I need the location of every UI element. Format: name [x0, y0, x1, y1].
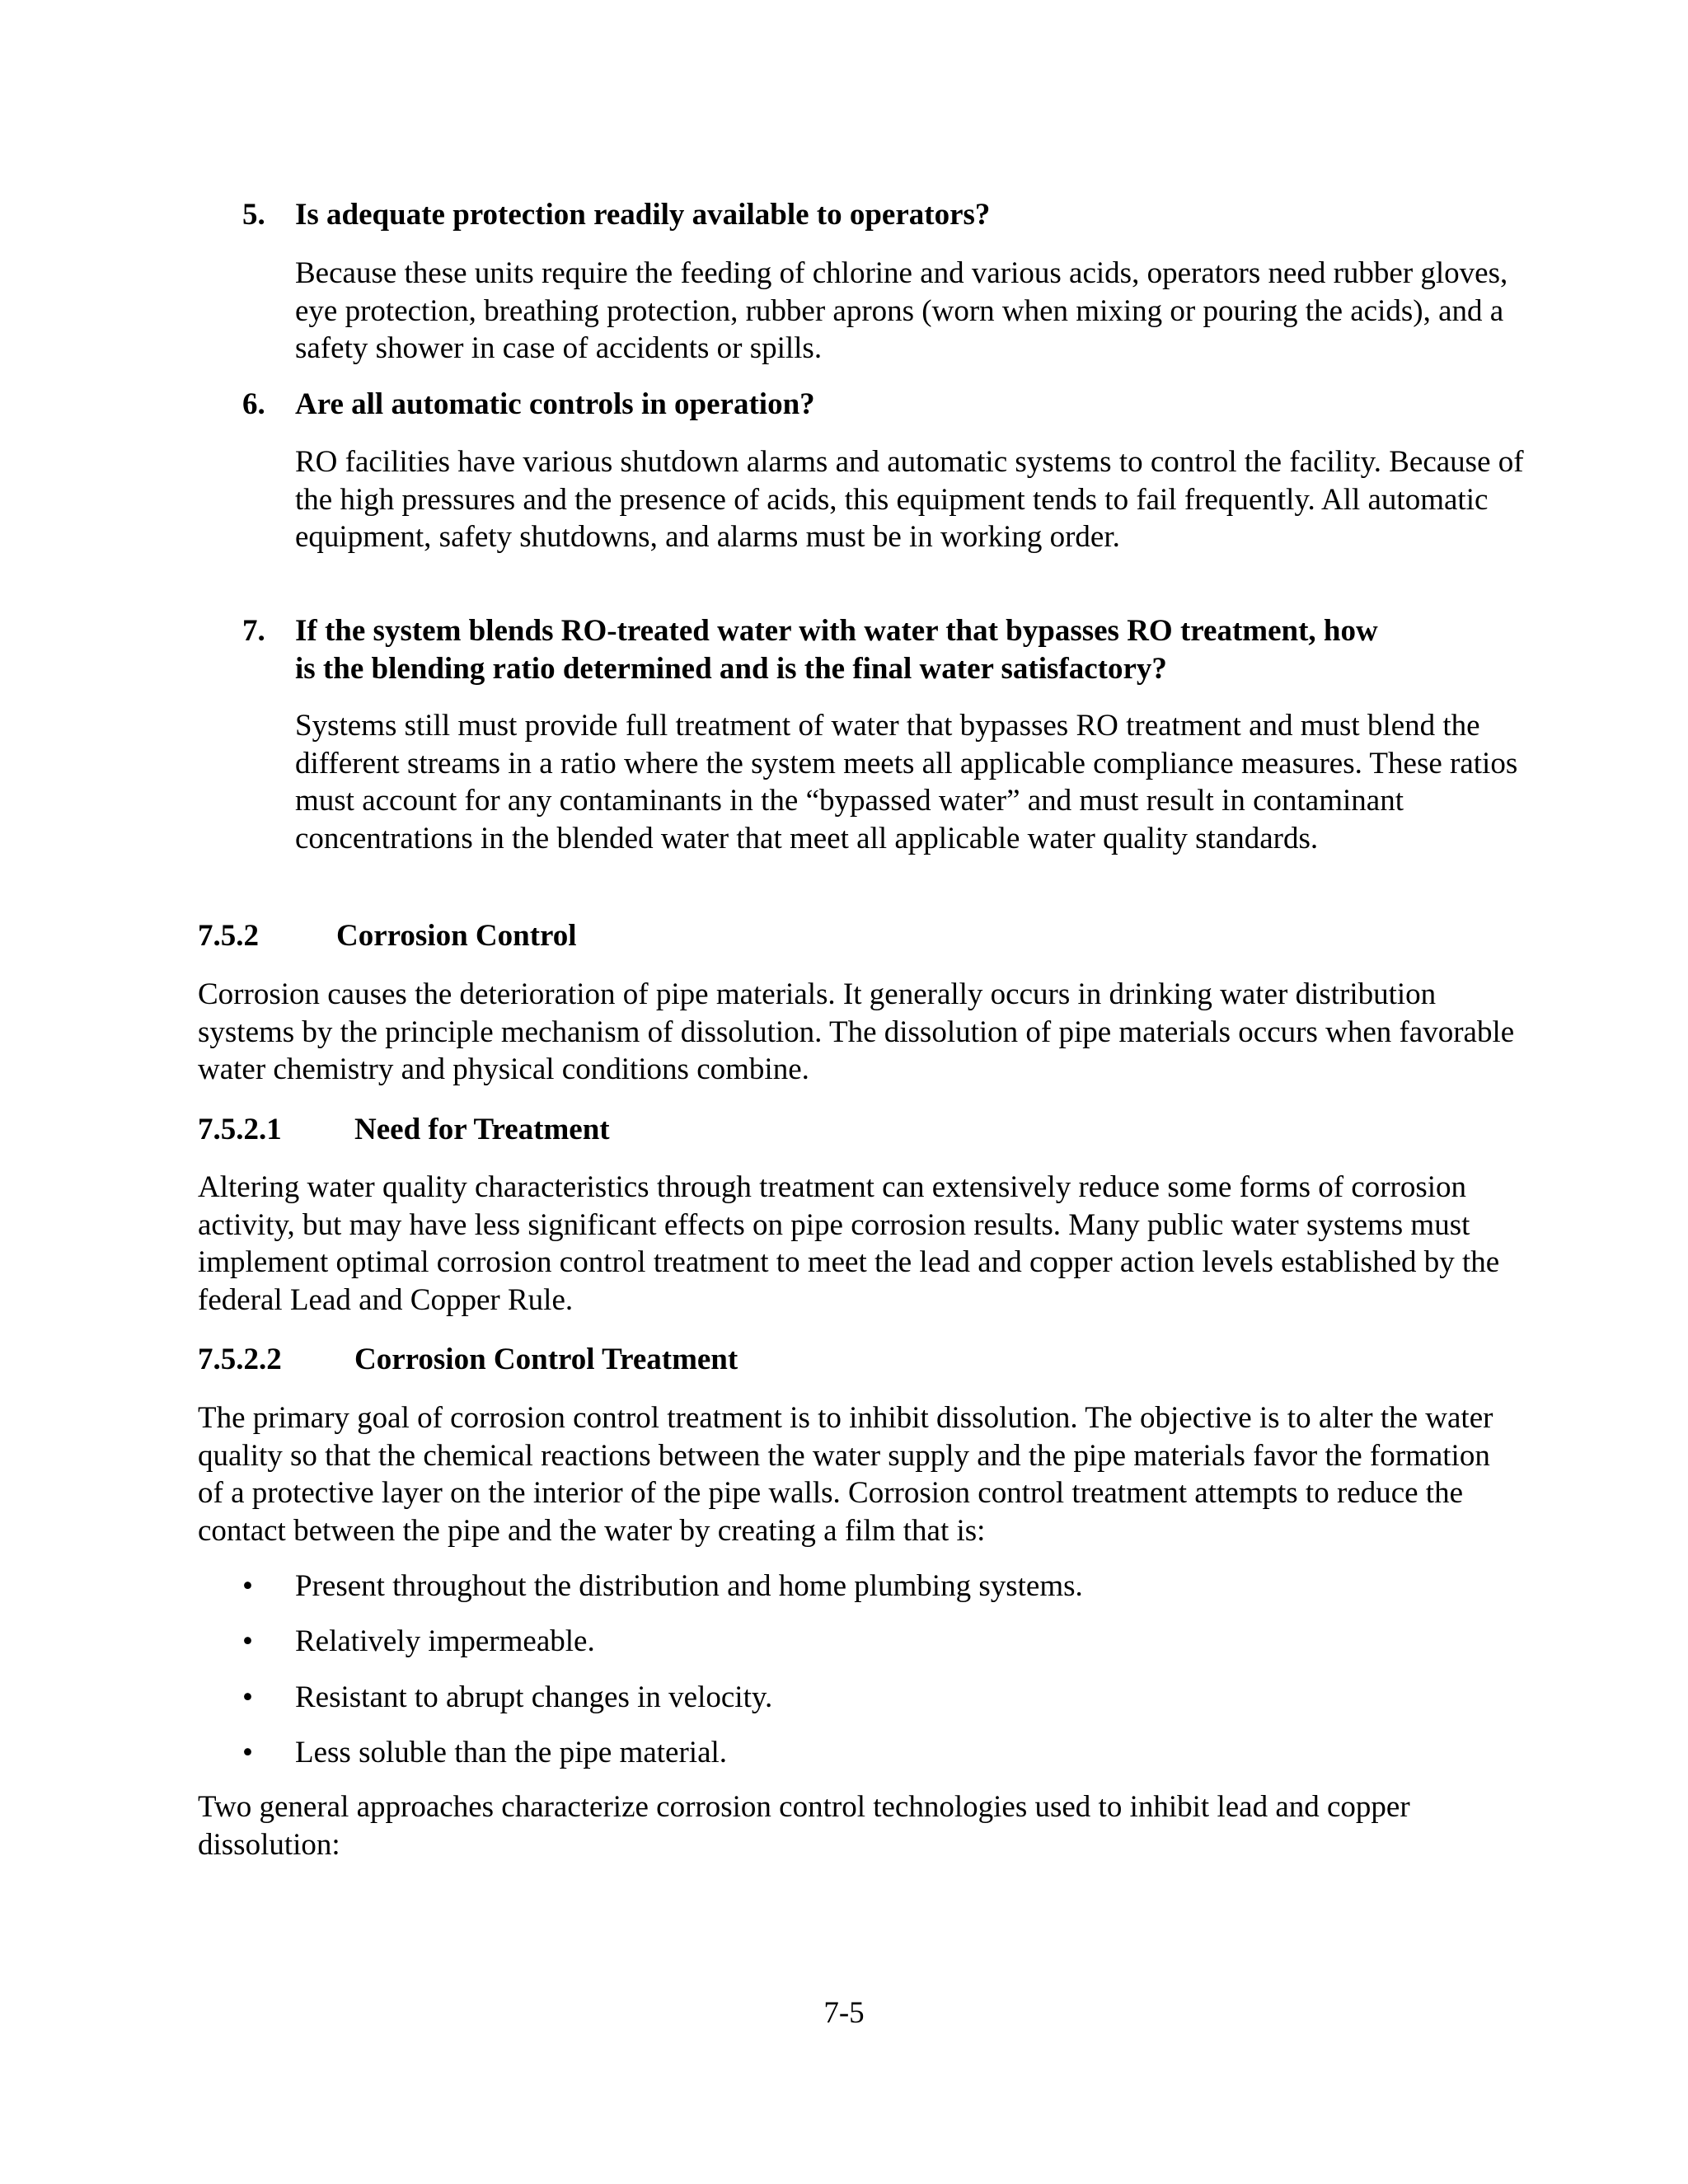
answer-paragraph: Because these units require the feeding of chlorine and various acids, operators need rubber gloves, eye protection, breathing protection, rubber aprons (worn when mixing or pouring the acids), and a safety shower in case of accidents or spills. — [295, 256, 1508, 365]
bullet-marker: • — [242, 1624, 253, 1658]
section-heading-7-5-2-1 — [198, 1111, 610, 1149]
list-item: Resistant to abrupt changes in velocity. — [295, 1680, 773, 1714]
bullet-marker: • — [242, 1736, 253, 1769]
section-number: 7.5.2.2 — [198, 1343, 282, 1376]
section-body: Corrosion causes the deterioration of pipe materials. It generally occurs in drinking water distribution systems by the principle mechanism of dissolution. The dissolution of pipe materials occurs when favorable water chemistry and physical conditions combine. — [198, 977, 1515, 1086]
bullet-marker: • — [242, 1569, 253, 1603]
section-number: 7.5.2 — [198, 919, 259, 953]
question-number: 7. — [242, 614, 265, 648]
closing-paragraph: Two general approaches characterize corrosion control technologies used to inhibit lead and copper dissolution: — [198, 1790, 1410, 1862]
page-number: 7-5 — [823, 1996, 865, 2030]
question-number: 5. — [242, 198, 265, 232]
list-item: Present throughout the distribution and home plumbing systems. — [295, 1569, 1083, 1603]
answer-paragraph: RO facilities have various shutdown alarms and automatic systems to control the facility. Because of the high pressures and the presence of acids, this equipment tends to fail frequently. All automatic equipment, safety shutdowns, and alarms must be in working order. — [295, 445, 1524, 554]
section-heading-7-5-2-2 — [198, 1341, 738, 1379]
section-title: Corrosion Control Treatment — [354, 1343, 738, 1376]
section-number: 7.5.2.1 — [198, 1113, 282, 1146]
list-item: Relatively impermeable. — [295, 1624, 595, 1658]
question-heading: Is adequate protection readily available to operators? — [295, 198, 991, 232]
section-heading-7-5-2 — [198, 917, 577, 955]
bullet-marker: • — [242, 1680, 253, 1714]
question-number: 6. — [242, 387, 265, 421]
answer-paragraph: Systems still must provide full treatment of water that bypasses RO treatment and must blend the different streams in a ratio where the system meets all applicable compliance measures. These ratios must account for any contaminants in the “bypassed water” and must result in contaminant concentrations in the blended water that meet all applicable water quality standards. — [295, 709, 1518, 855]
question-heading: Are all automatic controls in operation? — [295, 387, 815, 421]
section-title: Corrosion Control — [336, 919, 577, 953]
section-body: Altering water quality characteristics through treatment can extensively reduce some forms of corrosion activity, but may have less significant effects on pipe corrosion results. Many public water systems must implement optimal corrosion control treatment to meet the lead and copper action levels established by the federal Lead and Copper Rule. — [198, 1170, 1500, 1317]
list-item: Less soluble than the pipe material. — [295, 1736, 728, 1769]
question-heading-line1: If the system blends RO-treated water with water that bypasses RO treatment, how — [295, 614, 1378, 648]
question-heading-line2: is the blending ratio determined and is the final water satisfactory? — [295, 652, 1167, 686]
section-body: The primary goal of corrosion control treatment is to inhibit dissolution. The objective is to alter the water quality so that the chemical reactions between the water supply and the pipe materials favor the formation of a protective layer on the interior of the pipe walls. Corrosion control treatment attempts to reduce the contact between the pipe and the water by creating a film that is: — [198, 1401, 1493, 1548]
section-title: Need for Treatment — [354, 1113, 610, 1146]
